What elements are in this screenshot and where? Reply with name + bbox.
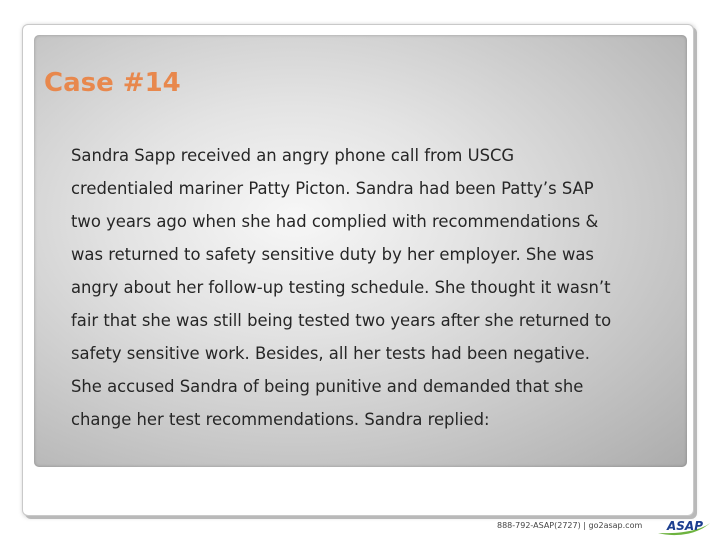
case-text-line: change her test recommendations. Sandra replied: (71, 410, 490, 429)
case-text-line: angry about her follow-up testing schedule. She thought it wasn’t (71, 278, 611, 297)
logo-text: ASAP (666, 519, 704, 533)
case-description (71, 139, 683, 436)
case-text-line: credentialed mariner Patty Picton. Sandra had been Patty’s SAP (71, 179, 594, 198)
case-text-line: two years ago when she had complied with recommendations & (71, 212, 599, 231)
asap-logo (656, 517, 712, 536)
case-text-line: She accused Sandra of being punitive and demanded that she (71, 377, 584, 396)
case-text-line: safety sensitive work. Besides, all her tests had been negative. (71, 344, 590, 363)
case-text-line: fair that she was still being tested two years after she returned to (71, 311, 612, 330)
case-text-line: Sandra Sapp received an angry phone call from USCG (71, 146, 515, 165)
case-title: Case #14 (44, 68, 181, 98)
footer-contact: 888-792-ASAP(2727) | go2asap.com (497, 521, 643, 530)
case-text-line: was returned to safety sensitive duty by her employer. She was (71, 245, 594, 264)
